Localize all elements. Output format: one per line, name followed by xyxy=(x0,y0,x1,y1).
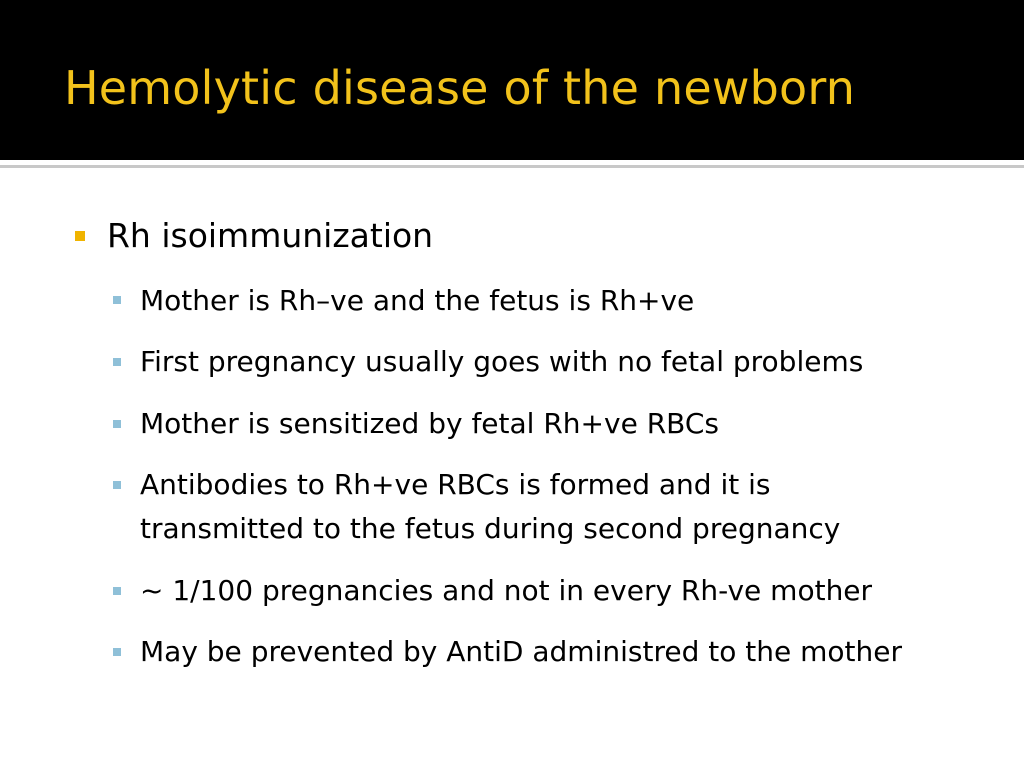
square-bullet-icon xyxy=(113,296,121,304)
sub-bullet-text: Antibodies to Rh+ve RBCs is formed and it is xyxy=(140,468,771,501)
square-bullet-icon xyxy=(113,648,121,656)
sub-bullet-text-continued: transmitted to the fetus during second pregnancy xyxy=(140,512,841,545)
main-bullet-text: Rh isoimmunization xyxy=(107,216,434,255)
square-bullet-icon xyxy=(113,358,121,366)
square-bullet-icon xyxy=(113,481,121,489)
sub-bullet-text: Mother is sensitized by fetal Rh+ve RBCs xyxy=(140,407,720,440)
slide-title: Hemolytic disease of the newborn xyxy=(64,61,856,115)
square-bullet-icon xyxy=(113,587,121,595)
sub-bullet-text: First pregnancy usually goes with no fetal problems xyxy=(140,345,864,378)
sub-bullet-text: May be prevented by AntiD administred to the mother xyxy=(140,635,902,668)
sub-bullet-text: ~ 1/100 pregnancies and not in every Rh-ve mother xyxy=(140,574,873,607)
sub-bullet-text: Mother is Rh–ve and the fetus is Rh+ve xyxy=(140,284,695,317)
square-bullet-icon xyxy=(113,420,121,428)
square-bullet-icon xyxy=(75,231,85,241)
